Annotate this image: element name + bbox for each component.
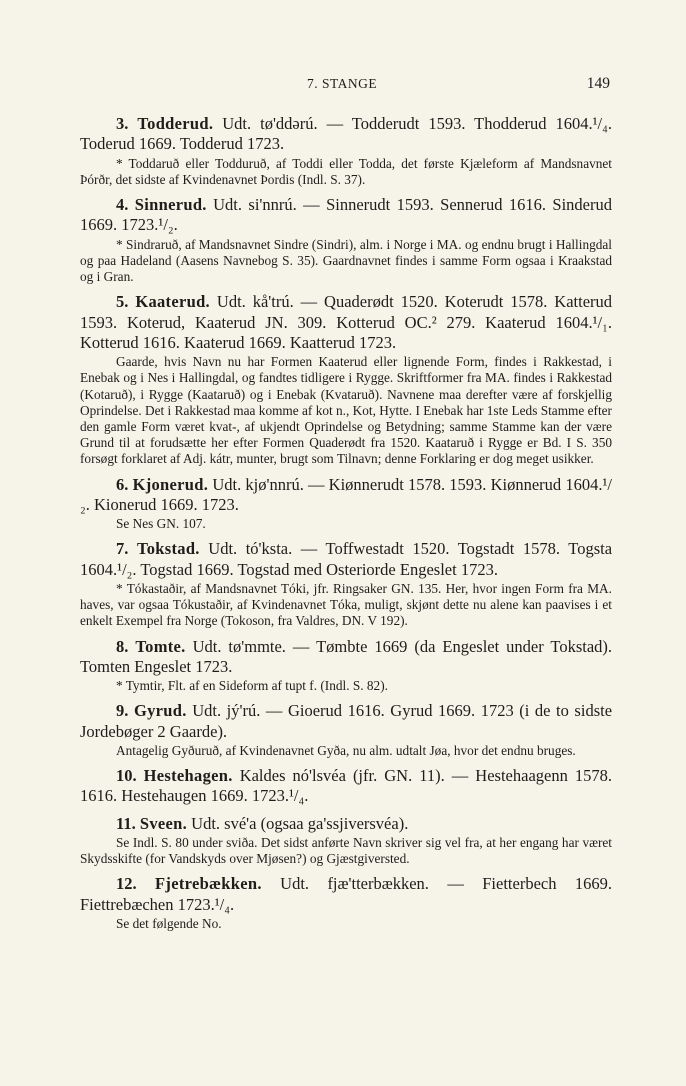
- entry-note: * Toddaruð eller Todduruð, af Toddi eller Todda, det første Kjæleform af Mandsnavnet Þórðr, det sidste af Kvindenavnet Þordis (Indl. S. 37).: [80, 155, 612, 187]
- entry-text: Udt. kjø'nnrú. — Kiønnerudt 1578. 1593. Kiønnerud 1604.¹/₂. Kionerud 1669. 1723.: [80, 474, 613, 514]
- entry-number: 3.: [116, 114, 129, 133]
- entry-note: Se Nes GN. 107.: [116, 516, 206, 532]
- entry-tomte: [80, 637, 612, 695]
- entry-name: Gyrud.: [133, 701, 187, 721]
- entry-name: Sveen.: [139, 813, 188, 833]
- entry-name: Tomte.: [135, 636, 186, 656]
- running-head: 7. STANGE: [307, 76, 378, 91]
- entry-number: 7.: [116, 539, 129, 559]
- page-body: [80, 114, 612, 932]
- entry-text: Udt. tø'mmte. — Tømbte 1669 (da Engeslet under Tokstad). Tomten Engeslet 1723.: [80, 636, 613, 676]
- entry-name: Tokstad.: [136, 539, 200, 559]
- entry-name: Sinnerud.: [134, 195, 207, 214]
- entry-main: [80, 475, 612, 516]
- entry-todderud: [80, 114, 612, 188]
- entry-note: Se det følgende No.: [116, 916, 222, 931]
- entry-hestehagen: [80, 766, 612, 807]
- entry-fjetrebaekken: [80, 874, 612, 932]
- entry-name: Fjetrebækken.: [155, 874, 262, 894]
- entry-text: Udt. si'nnrú. — Sinnerudt 1593. Sennerud 1616. Sinderud 1669. 1723.¹/₂.: [80, 195, 612, 235]
- entry-note: * Tymtir, Flt. af en Sideform af tupt f. (Indl. S. 82).: [116, 678, 388, 694]
- entry-note: * Sindraruð, af Mandsnavnet Sindre (Sindri), alm. i Norge i MA. og endnu brugt i Hallingdal og paa Hadeland (Aasens Navnebog S. 35). Gaardnavnet findes i samme Form ogsaa i Kraakstad og i Gran.: [80, 236, 612, 284]
- entry-sveen: [80, 814, 612, 868]
- entry-main: [80, 292, 612, 353]
- entry-main: [80, 766, 612, 807]
- entry-main: [80, 701, 612, 742]
- entry-name: Kaaterud.: [135, 292, 210, 312]
- entry-name: Todderud.: [137, 114, 214, 133]
- entry-note: Antagelig Gyðuruð, af Kvindenavnet Gyða, nu alm. udtalt Jøa, hvor det endnu bruges.: [116, 742, 576, 758]
- entry-gyrud: [80, 701, 612, 759]
- entry-number: 8.: [116, 636, 129, 656]
- entry-kjonerud: [80, 475, 612, 533]
- page-number: 149: [586, 75, 610, 92]
- entry-note: Se Indl. S. 80 under sviða. Det sidst anførte Navn skriver sig vel fra, at her engang har været Skydsskifte (for Vandskyds over Mjøsen?) og Gjæstgiversted.: [80, 835, 612, 867]
- entry-number: 9.: [116, 701, 129, 721]
- entry-tokstad: [80, 539, 612, 629]
- entry-number: 5.: [116, 292, 129, 312]
- entry-number: 11.: [116, 813, 136, 833]
- entry-sinnerud: [80, 195, 612, 285]
- entry-main: [80, 874, 612, 915]
- entry-text: Kaldes nó'lsvéa (jfr. GN. 11). — Hestehaagenn 1578. 1616. Hestehaugen 1669. 1723.¹/₄.: [80, 766, 612, 806]
- page-header: [0, 76, 686, 96]
- entry-number: 4.: [116, 195, 129, 214]
- entry-main: [80, 539, 612, 580]
- entry-text: Udt. své'a (ogsaa ga'ssjiversvéa).: [191, 813, 409, 833]
- entry-name: Hestehagen.: [143, 766, 233, 786]
- entry-text: Udt. jý'rú. — Gioerud 1616. Gyrud 1669. 1723 (i de to sidste Jordebøger 2 Gaarde).: [80, 701, 613, 741]
- entry-main: [80, 114, 612, 155]
- entry-name: Kjonerud.: [132, 474, 209, 494]
- entry-number: 12.: [116, 874, 137, 894]
- entry-main: [80, 814, 612, 834]
- entry-text: Udt. fjæ'tterbækken. — Fietterbech 1669. Fiettrebæchen 1723.¹/₄.: [80, 874, 612, 914]
- entry-main: [80, 195, 612, 236]
- entry-note: * Tókastaðir, af Mandsnavnet Tóki, jfr. Ringsaker GN. 135. Her, hvor ingen Form fra MA. haves, var ogsaa Tókustaðir, af Kvindenavnet Tóka, muligt, skjønt dette nu alene kan paavises i et enkelt Exempel fra Norge (Tokoson, fra Valdres, DN. V 192).: [80, 580, 612, 629]
- entry-text: Udt. tó'ksta. — Toffwestadt 1520. Togstadt 1578. Togsta 1604.¹/₂. Togstad 1669. Togstad med Osteriorde Engeslet 1723.: [80, 539, 613, 579]
- entry-text: Udt. tø'ddərú. — Todderudt 1593. Thodderud 1604.¹/₄. Toderud 1669. Todderud 1723.: [80, 114, 613, 154]
- entry-kaaterud: [80, 292, 612, 467]
- entry-note: Gaarde, hvis Navn nu har Formen Kaaterud eller lignende Form, findes i Rakkestad, i Enebak og i Nes i Hallingdal, og fandtes tidligere i Rygge. Skriftformer fra MA. findes i Rakkestad (Kotaruð), i Rygge (Kaataruð) og i Enebak (Kvataruð). Navnene maa derefter være af forskjellig Oprindelse. Det i Rakkestad maa komme af kot n., Kot, Hytte. I Enebak har 1ste Leds Stamme efter den gamle Form været kvat-, af ukjendt Oprindelse og Betydning; samme Stamme kan der være Grund til at forudsætte her efter Formen Quaderødt fra 1520. Kaataruð i Rygge er Bd. I S. 350 forsøgt forklaret af Adj. kátr, munter, brugt som Tilnavn; denne Forklaring er dog meget usikker.: [80, 354, 612, 467]
- entry-number: 10.: [116, 766, 137, 786]
- entry-main: [80, 637, 612, 678]
- entry-text: Udt. kå'trú. — Quaderødt 1520. Koterudt 1578. Katterud 1593. Koterud, Kaaterud JN. 309. Kotterud OC.² 279. Kaaterud 1604.¹/₁. Kotterud 1616. Kaaterud 1669. Kaatterud 1723.: [80, 292, 613, 352]
- entry-number: 6.: [116, 474, 129, 494]
